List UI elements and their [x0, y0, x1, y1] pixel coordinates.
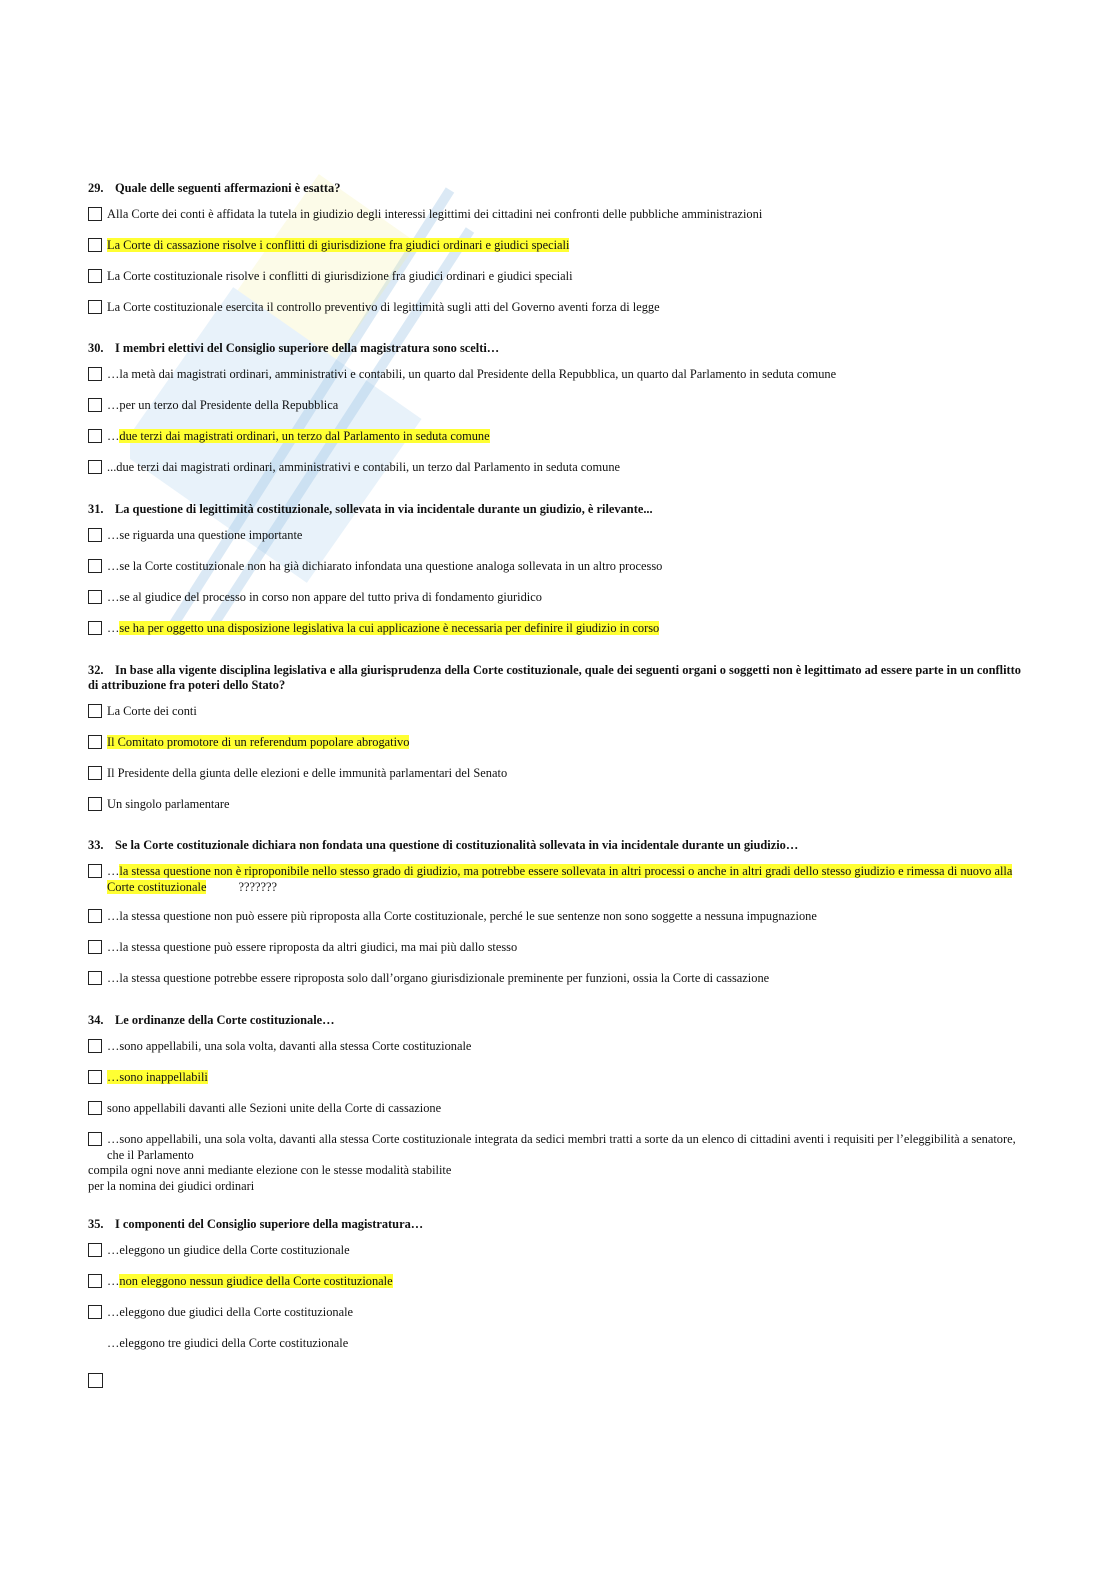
answer-option — [88, 864, 1028, 895]
answer-option — [88, 971, 1028, 988]
highlighted-answer-text: due terzi dai magistrati ordinari, un terzo dal Parlamento in seduta comune — [119, 429, 490, 443]
option-text: …eleggono tre giudici della Corte costituzionale — [107, 1336, 349, 1350]
option-text: …se al giudice del processo in corso non appare del tutto priva di fondamento giuridico — [107, 590, 542, 604]
answer-checkbox[interactable] — [88, 864, 102, 878]
option-text: sono appellabili davanti alle Sezioni unite della Corte di cassazione — [107, 1101, 442, 1115]
answer-option — [88, 940, 1028, 957]
option-text: …sono appellabili, una sola volta, davanti alla stessa Corte costituzionale integrata da sedici membri tratti a sorte da un elenco di cittadini aventi i requisiti per l’eleggibilità a senatore, che il Parlamento — [107, 1132, 1016, 1162]
question-title — [88, 181, 1028, 196]
question-32 — [88, 663, 1028, 828]
answer-option — [88, 207, 1028, 224]
answer-option — [88, 238, 1028, 255]
question-31 — [88, 502, 1028, 652]
answer-option — [88, 1070, 1028, 1087]
answer-option — [88, 704, 1028, 721]
answer-checkbox[interactable] — [88, 460, 102, 474]
option-text: …la stessa questione può essere riproposta da altri giudici, ma mai più dallo stesso — [107, 940, 518, 954]
answer-checkbox[interactable] — [88, 528, 102, 542]
answer-checkbox[interactable] — [88, 1039, 102, 1053]
highlighted-answer-text: non eleggono nessun giudice della Corte costituzionale — [119, 1274, 393, 1288]
answer-option — [88, 398, 1028, 415]
answer-checkbox[interactable] — [88, 429, 102, 443]
question-title — [88, 1013, 1028, 1028]
question-number: 35. — [88, 1217, 104, 1231]
option-text: …eleggono due giudici della Corte costituzionale — [107, 1305, 354, 1319]
answer-option — [88, 797, 1028, 814]
question-text: In base alla vigente disciplina legislativa e alla giurisprudenza della Corte costituzionale, quale dei seguenti organi o soggetti non è legittimato ad essere parte in un conflitto di attribuzione fra poteri dello Stato? — [88, 663, 1021, 692]
answer-option — [88, 528, 1028, 545]
answer-checkbox[interactable] — [88, 621, 102, 635]
answer-checkbox[interactable] — [88, 766, 102, 780]
answer-option — [88, 367, 1028, 384]
question-title — [88, 663, 1028, 693]
question-35 — [88, 1217, 1028, 1367]
option-text: La Corte costituzionale risolve i conflitti di giurisdizione fra giudici ordinari e giudici speciali — [107, 269, 573, 283]
answer-option — [88, 429, 1028, 446]
answer-checkbox[interactable] — [88, 1274, 102, 1288]
option-text: Il Presidente della giunta delle elezioni e delle immunità parlamentari del Senato — [107, 766, 508, 780]
option-text: ...due terzi dai magistrati ordinari, amministrativi e contabili, un terzo dal Parlamento in seduta comune — [107, 460, 621, 474]
empty-checkbox[interactable] — [88, 1373, 103, 1388]
answer-option — [88, 559, 1028, 576]
answer-checkbox[interactable] — [88, 971, 102, 985]
answer-option — [88, 1243, 1028, 1260]
option-text: La Corte dei conti — [107, 704, 197, 718]
question-number: 32. — [88, 663, 104, 677]
question-number: 29. — [88, 181, 104, 195]
question-30 — [88, 341, 1028, 491]
question-text: I componenti del Consiglio superiore della magistratura… — [115, 1217, 424, 1231]
highlighted-answer-text: se ha per oggetto una disposizione legislativa la cui applicazione è necessaria per definire il giudizio in corso — [119, 621, 660, 635]
answer-option — [88, 269, 1028, 286]
answer-checkbox[interactable] — [88, 735, 102, 749]
question-33 — [88, 838, 1028, 1002]
answer-checkbox[interactable] — [88, 797, 102, 811]
option-continuation-line: compila ogni nove anni mediante elezione con le stesse modalità stabilite — [88, 1163, 452, 1177]
answer-checkbox[interactable] — [88, 940, 102, 954]
answer-option — [88, 1274, 1028, 1291]
question-title — [88, 1217, 1028, 1232]
option-text: …la stessa questione potrebbe essere riproposta solo dall’organo giurisdizionale preminente per funzioni, ossia la Corte di cassazione — [107, 971, 770, 985]
answer-option — [88, 1336, 1028, 1353]
answer-option — [88, 766, 1028, 783]
option-prefix: … — [107, 864, 120, 878]
question-text: La questione di legittimità costituzionale, sollevata in via incidentale durante un giudizio, è rilevante... — [115, 502, 653, 516]
option-text: …la stessa questione non può essere più riproposta alla Corte costituzionale, perché le sue sentenze non sono soggette a nessuna impugnazione — [107, 909, 817, 923]
question-text: Se la Corte costituzionale dichiara non fondata una questione di costituzionalità sollevata in via incidentale durante un giudizio… — [115, 838, 799, 852]
question-34 — [88, 1013, 1028, 1208]
highlighted-answer-text: Il Comitato promotore di un referendum popolare abrogativo — [107, 735, 410, 749]
option-prefix: … — [107, 429, 120, 443]
answer-checkbox[interactable] — [88, 367, 102, 381]
option-text: …sono appellabili, una sola volta, davanti alla stessa Corte costituzionale — [107, 1039, 472, 1053]
question-text: I membri elettivi del Consiglio superiore della magistratura sono scelti… — [115, 341, 500, 355]
answer-checkbox[interactable] — [88, 300, 102, 314]
question-number: 30. — [88, 341, 104, 355]
question-text: Quale delle seguenti affermazioni è esatta? — [115, 181, 341, 195]
answer-checkbox[interactable] — [88, 1305, 102, 1319]
answer-checkbox[interactable] — [88, 269, 102, 283]
answer-option — [88, 460, 1028, 477]
option-text: Un singolo parlamentare — [107, 797, 230, 811]
answer-checkbox[interactable] — [88, 207, 102, 221]
question-text: Le ordinanze della Corte costituzionale… — [115, 1013, 335, 1027]
answer-checkbox[interactable] — [88, 398, 102, 412]
answer-option — [88, 590, 1028, 607]
answer-option — [88, 621, 1028, 638]
option-text: …la metà dai magistrati ordinari, amministrativi e contabili, un quarto dal Presidente della Repubblica, un quarto dal Parlamento in seduta comune — [107, 367, 837, 381]
option-text: …se riguarda una questione importante — [107, 528, 303, 542]
question-29 — [88, 181, 1028, 331]
option-prefix: … — [107, 1274, 120, 1288]
question-number: 33. — [88, 838, 104, 852]
option-text: …per un terzo dal Presidente della Repubblica — [107, 398, 339, 412]
question-title — [88, 502, 1028, 517]
answer-checkbox[interactable] — [88, 559, 102, 573]
answer-checkbox[interactable] — [88, 704, 102, 718]
option-text: Alla Corte dei conti è affidata la tutela in giudizio degli interessi legittimi dei cittadini nei confronti delle pubbliche amministrazioni — [107, 207, 763, 221]
highlighted-answer-text: la stessa questione non è riproponibile nello stesso grado di giudizio, ma potrebbe essere sollevata in altri processi o anche in altri gradi dello stesso giudizio e rimessa di nuovo alla Corte costituzionale — [107, 864, 1013, 894]
answer-option — [88, 1305, 1028, 1322]
answer-checkbox[interactable] — [88, 1101, 102, 1115]
answer-checkbox[interactable] — [88, 1243, 102, 1257]
option-text: …se la Corte costituzionale non ha già dichiarato infondata una questione analoga sollevata in un altro processo — [107, 559, 663, 573]
option-prefix: … — [107, 621, 120, 635]
answer-checkbox[interactable] — [88, 909, 102, 923]
highlighted-answer-text: La Corte di cassazione risolve i conflitti di giurisdizione fra giudici ordinari e giudici speciali — [107, 238, 570, 252]
option-text: La Corte costituzionale esercita il controllo preventivo di legittimità sugli atti del Governo aventi forza di legge — [107, 300, 660, 314]
answer-checkbox[interactable] — [88, 590, 102, 604]
answer-option — [88, 1132, 1028, 1194]
question-number: 34. — [88, 1013, 104, 1027]
answer-option — [88, 909, 1028, 926]
answer-option — [88, 1039, 1028, 1056]
answer-checkbox[interactable] — [88, 238, 102, 252]
question-title — [88, 341, 1028, 356]
answer-option — [88, 1101, 1028, 1118]
question-number: 31. — [88, 502, 104, 516]
option-continuation-line: per la nomina dei giudici ordinari — [88, 1178, 255, 1193]
highlighted-answer-text: …sono inappellabili — [107, 1070, 208, 1084]
answer-checkbox[interactable] — [88, 1132, 102, 1146]
question-title — [88, 838, 1028, 853]
option-annotation: ??????? — [238, 879, 277, 894]
option-text: …eleggono un giudice della Corte costituzionale — [107, 1243, 350, 1257]
answer-option — [88, 735, 1028, 752]
answer-checkbox[interactable] — [88, 1070, 102, 1084]
answer-option — [88, 300, 1028, 317]
